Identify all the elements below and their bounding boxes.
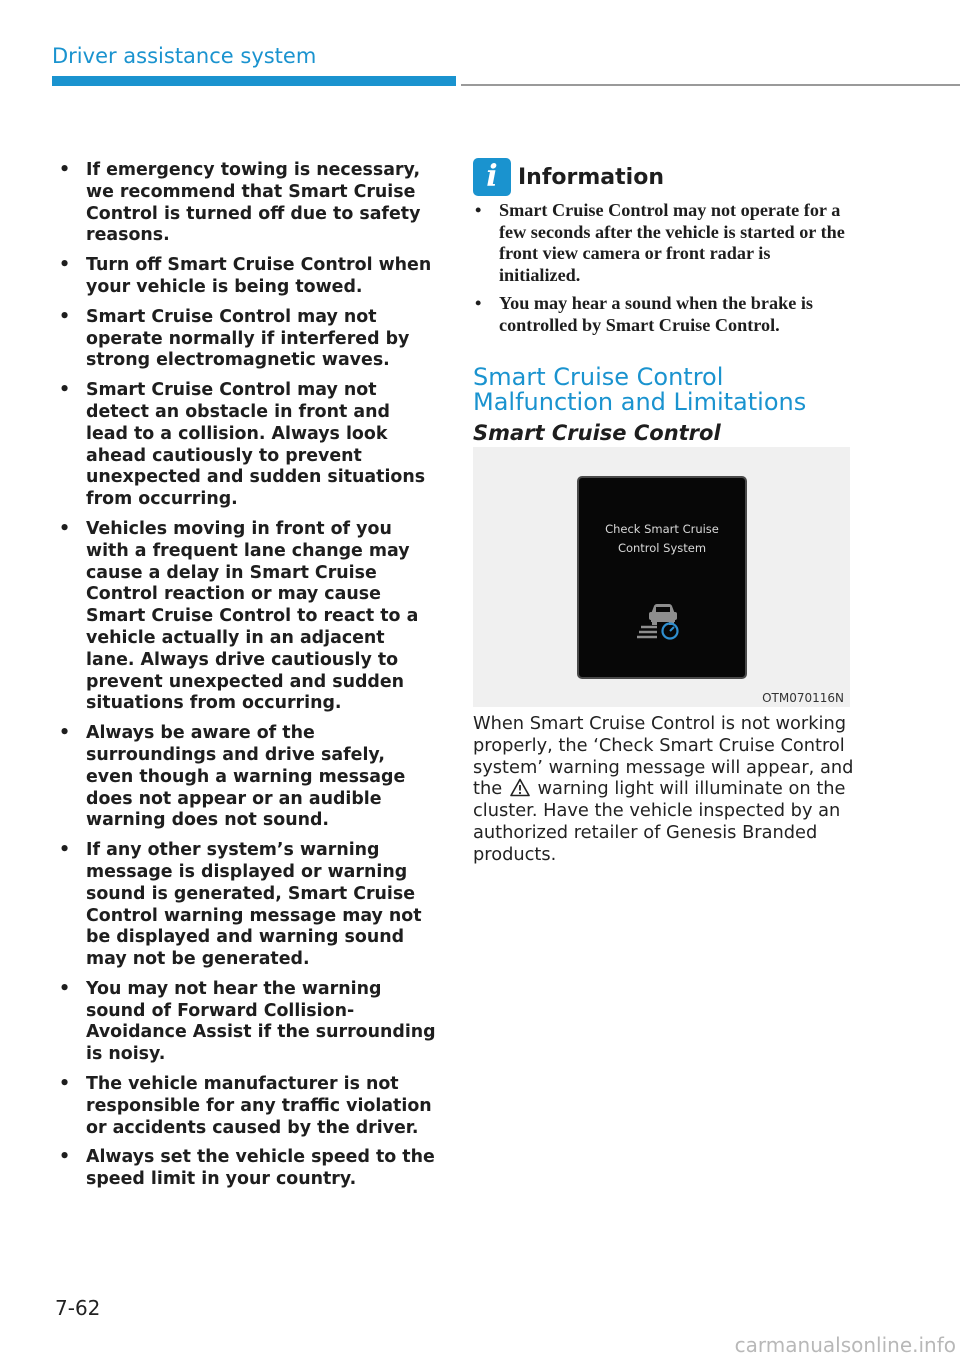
header-rule-accent — [52, 76, 456, 86]
smart-cruise-warning-icon — [637, 596, 687, 640]
malfunction-heading: Smart Cruise Control Malfunction and Limitations — [473, 362, 807, 416]
list-item: • You may not hear the warning sound of Forward Collision-Avoidance Assist if the surrounding is noisy. — [59, 978, 436, 1065]
info-list — [473, 200, 853, 337]
list-item: • Always be aware of the surroundings and drive safely, even though a warning message does not appear or an audible warning does not sound. — [59, 723, 406, 831]
list-item: • Smart Cruise Control may not operate for a few seconds after the vehicle is started or the front view camera or front radar is initialized. — [475, 200, 845, 285]
page-number: 7-62 — [55, 1296, 101, 1320]
info-header — [473, 158, 853, 196]
list-item: • Smart Cruise Control may not operate normally if interfered by strong electromagnetic waves. — [59, 306, 410, 371]
figure-code: OTM070116N — [762, 691, 844, 705]
malfunction-subheading: Smart Cruise Control — [473, 420, 721, 445]
list-item: • Always set the vehicle speed to the speed limit in your country. — [59, 1147, 435, 1190]
info-title: Information — [518, 164, 664, 190]
screen-message: Check Smart Cruise Control System — [605, 522, 719, 555]
list-item: • The vehicle manufacturer is not responsible for any traffic violation or accidents caused by the driver. — [59, 1074, 432, 1138]
section-title: Driver assistance system — [52, 44, 317, 68]
list-item: • You may hear a sound when the brake is controlled by Smart Cruise Control. — [475, 293, 813, 335]
list-item: • If any other system’s warning message is displayed or warning sound is generated, Smart Cruise Control warning message may not be displayed and warning sound may not be generated. — [59, 840, 422, 970]
cluster-screen — [577, 476, 747, 679]
warning-triangle-icon — [510, 778, 530, 797]
right-column — [473, 158, 853, 469]
watermark: carmanualsonline.info — [734, 1333, 956, 1357]
info-icon: i — [473, 158, 511, 196]
list-item: • Vehicles moving in front of you with a frequent lane change may cause a delay in Smart Cruise Control reaction or may cause Smart Cruise Control to react to a vehicle actually in an adjacent lane. Always drive cautiously to prevent unexpected and sudden situations from occurring. — [59, 518, 419, 714]
malfunction-body: When Smart Cruise Control is not working properly, the ‘Check Smart Cruise Control system’ warning message will appear, and the warning light will illuminate on the cluster. Have the vehicle inspected by an authorized retailer of Genesis Branded products. — [473, 713, 854, 865]
caution-list — [55, 160, 437, 1191]
list-item: • Turn off Smart Cruise Control when your vehicle is being towed. — [59, 255, 432, 297]
list-item: • If emergency towing is necessary, we recommend that Smart Cruise Control is turned off due to safety reasons. — [59, 160, 421, 246]
left-column — [55, 160, 437, 1199]
header-rule — [461, 84, 960, 86]
cluster-figure — [473, 447, 850, 707]
list-item: • Smart Cruise Control may not detect an obstacle in front and lead to a collision. Always look ahead cautiously to prevent unexpected and sudden situations from occurring. — [59, 380, 426, 510]
